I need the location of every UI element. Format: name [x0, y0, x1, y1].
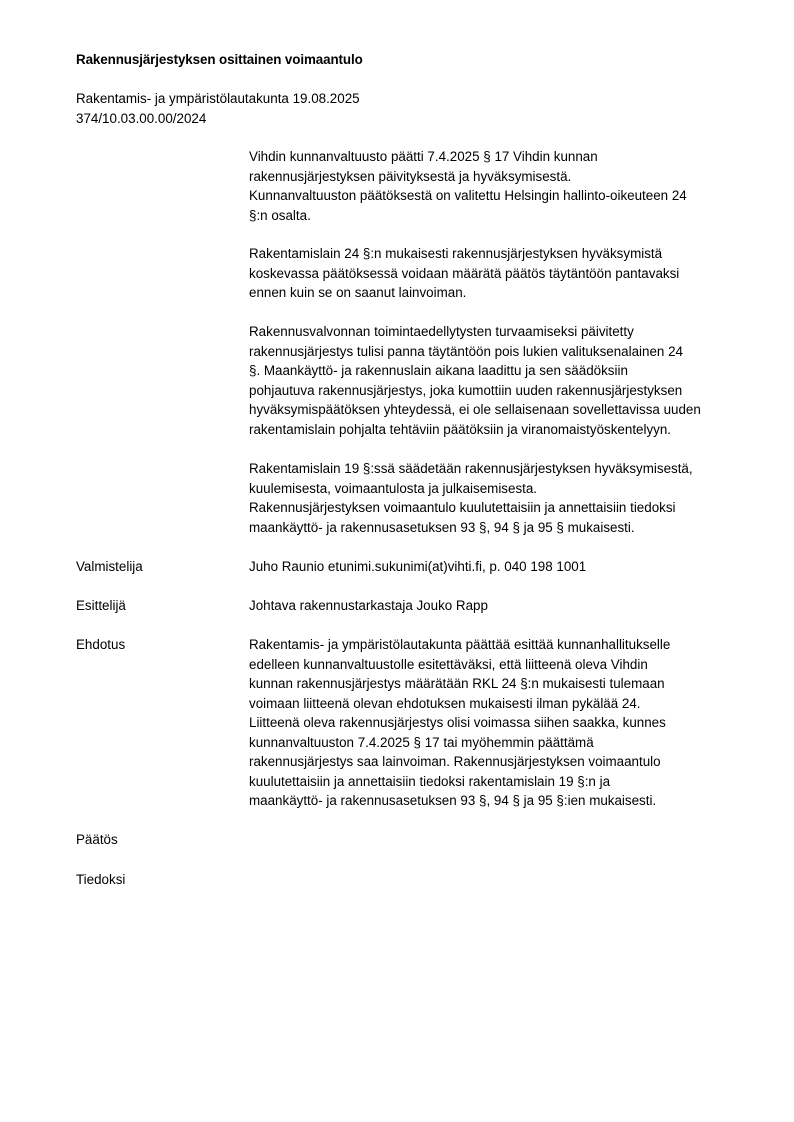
ehdotus-line: maankäyttö- ja rakennusasetuksen 93 §, 94 § ja 95 §:ien mukaisesti. — [249, 793, 657, 808]
paragraph-line: §:n osalta. — [249, 207, 311, 223]
esittelija-label: Esittelijä — [76, 598, 126, 613]
paragraph-line: ennen kuin se on saanut lainvoiman. — [249, 285, 467, 300]
paragraph-4 — [249, 459, 749, 537]
valmistelija-label: Valmistelija — [76, 559, 143, 574]
ehdotus-line: voimaan liitteenä olevan ehdotuksen mukaisesti ilman pykälää 24. — [249, 695, 641, 711]
ehdotus-label: Ehdotus — [76, 637, 126, 652]
reference-number: 374/10.03.00.00/2024 — [76, 110, 207, 126]
paragraph-line: Rakentamislain 24 §:n mukaisesti rakennusjärjestyksen hyväksymistä — [249, 246, 663, 261]
ehdotus-line: kunnanvaltuuston 7.4.2025 § 17 tai myöhemmin päättämä — [249, 734, 594, 750]
tiedoksi-label: Tiedoksi — [76, 872, 126, 887]
paragraph-line: maankäyttö- ja rakennusasetuksen 93 §, 94 § ja 95 § mukaisesti. — [249, 519, 635, 535]
valmistelija-value: Juho Raunio etunimi.sukunimi(at)vihti.fi, p. 040 198 1001 — [249, 559, 587, 574]
ehdotus-line: edelleen kunnanvaltuustolle esitettäväksi, että liitteenä oleva Vihdin — [249, 656, 648, 672]
ehdotus-line: Liitteenä oleva rakennusjärjestys olisi voimassa siihen saakka, kunnes — [249, 715, 666, 730]
ehdotus-text — [249, 635, 749, 811]
ehdotus-line: rakennusjärjestys saa lainvoiman. Rakennusjärjestyksen voimaantulo — [249, 754, 661, 769]
paragraph-line: hyväksymispäätöksen yhteydessä, ei ole sellaisenaan sovellettavissa uuden — [249, 402, 701, 417]
paragraph-line: Rakentamislain 19 §:ssä säädetään rakennusjärjestyksen hyväksymisestä, — [249, 461, 693, 476]
meeting-line: Rakentamis- ja ympäristölautakunta 19.08.2025 — [76, 91, 360, 106]
paragraph-line: pohjautuva rakennusjärjestys, joka kumottiin uuden rakennusjärjestyksen — [249, 382, 683, 398]
paragraph-1 — [249, 147, 749, 225]
ehdotus-line: Rakentamis- ja ympäristölautakunta päättää esittää kunnanhallitukselle — [249, 637, 671, 652]
ehdotus-line: kuulutettaisiin ja annettaisiin tiedoksi rakentamislain 19 §:n ja — [249, 773, 611, 789]
paragraph-3 — [249, 322, 749, 439]
paragraph-line: rakentamislain pohjalta tehtäviin päätöksiin ja viranomaistyöskentelyyn. — [249, 421, 672, 437]
document-title: Rakennusjärjestyksen osittainen voimaantulo — [76, 52, 363, 67]
document-meta — [76, 89, 360, 128]
paragraph-line: Vihdin kunnanvaltuusto päätti 7.4.2025 § 17 Vihdin kunnan — [249, 149, 598, 164]
paragraph-line: kuulemisesta, voimaantulosta ja julkaisemisesta. — [249, 480, 538, 496]
ehdotus-line: kunnan rakennusjärjestys määrätään RKL 24 §:n mukaisesti tulemaan — [249, 676, 665, 691]
paragraph-line: rakennusjärjestyksen päivityksestä ja hyväksymisestä. — [249, 168, 572, 184]
paragraph-line: Rakennusjärjestyksen voimaantulo kuulutettaisiin ja annettaisiin tiedoksi — [249, 500, 676, 515]
paragraph-2 — [249, 244, 749, 303]
paragraph-line: Kunnanvaltuuston päätöksestä on valitettu Helsingin hallinto-oikeuteen 24 — [249, 188, 687, 203]
paragraph-line: rakennusjärjestys tulisi panna täytäntöön pois lukien valituksenalainen 24 — [249, 343, 683, 359]
paatos-label: Päätös — [76, 832, 118, 847]
paragraph-line: koskevassa päätöksessä voidaan määrätä päätös täytäntöön pantavaksi — [249, 265, 680, 281]
paragraph-line: §. Maankäyttö- ja rakennuslain aikana laadittu ja sen säädöksiin — [249, 363, 628, 378]
paragraph-line: Rakennusvalvonnan toimintaedellytysten turvaamiseksi päivitetty — [249, 324, 634, 339]
esittelija-value: Johtava rakennustarkastaja Jouko Rapp — [249, 598, 488, 613]
